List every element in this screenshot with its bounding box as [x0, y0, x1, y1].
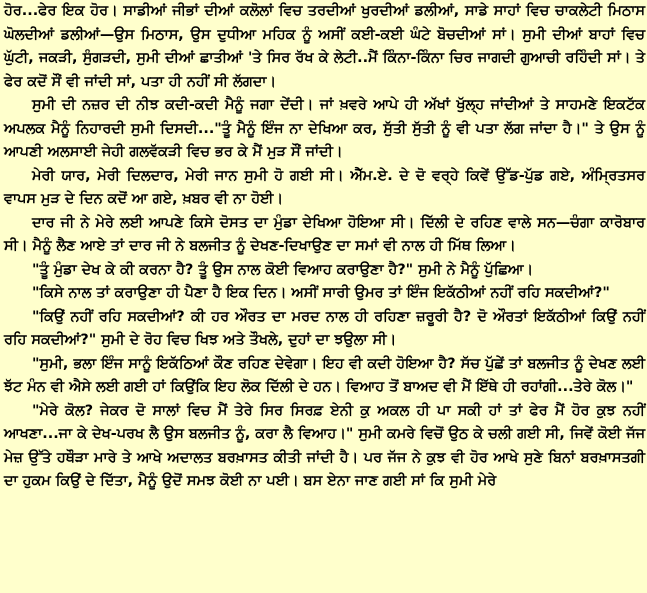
- paragraph-3: ਮੇਰੀ ਯਾਰ, ਮੇਰੀ ਦਿਲਦਾਰ, ਮੇਰੀ ਜਾਨ ਸੁਮੀ ਹੋ ਗਈ ਸੀ। ਐੱਮ.ਏ. ਦੇ ਦੋ ਵਰ੍ਹੇ ਕਿਵੇਂ ਉੱਡ-ਪੁੱਡ ਗਏ, ਅੰਮ੍ਰਿਤਸਰ ਵਾਪਸ ਮੁੜ ਦੇ ਦਿਨ ਕਦੋਂ ਆ ਗਏ, ਖ਼ਬਰ ਵੀ ਨਾ ਹੋਈ।: [4, 167, 645, 207]
- paragraph-6: "ਕਿਸੇ ਨਾਲ ਤਾਂ ਕਰਾਉਣਾ ਹੀ ਪੈਣਾ ਹੈ ਇਕ ਦਿਨ। ਅਸੀਂ ਸਾਰੀ ਉਮਰ ਤਾਂ ਇੰਜ ਇਕੱਠੀਆਂ ਨਹੀਂ ਰਹਿ ਸਕਦੀਆਂ?": [32, 285, 610, 301]
- paragraph-8: "ਸੁਮੀ, ਭਲਾ ਇੰਜ ਸਾਨੂੰ ਇਕੱਠਿਆਂ ਕੌਣ ਰਹਿਣ ਦੇਵੇਗਾ। ਇਹ ਵੀ ਕਦੀ ਹੋਇਆ ਹੈ? ਸੱਚ ਪੁੱਛੇਂ ਤਾਂ ਬਲਜੀਤ ਨੂੰ ਦੇਖਣ ਲਈ ਝੱਟ ਮੰਨ ਵੀ ਐਸੇ ਲਈ ਗਈ ਹਾਂ ਕਿਉਂਕਿ ਇਹ ਲੋਕ ਦਿੱਲੀ ਦੇ ਹਨ। ਵਿਆਹ ਤੋਂ ਬਾਅਦ ਵੀ ਮੈਂ ਇੱਥੇ ਹੀ ਰਹਾਂਗੀ...ਤੇਰੇ ਕੋਲ।": [4, 355, 645, 395]
- paragraph-7: "ਕਿਉਂ ਨਹੀਂ ਰਹਿ ਸਕਦੀਆਂ? ਕੀ ਹਰ ਔਰਤ ਦਾ ਮਰਦ ਨਾਲ ਹੀ ਰਹਿਣਾ ਜ਼ਰੂਰੀ ਹੈ? ਦੋ ਔਰਤਾਂ ਇਕੱਠੀਆਂ ਕਿਉਂ ਨਹੀਂ ਰਹਿ ਸਕਦੀਆਂ?" ਸੁਮੀ ਦੇ ਰੋਹ ਵਿਚ ਖਿਝ ਅਤੇ ਤੌਖਲੇ, ਦੁਹਾਂ ਦਾ ਝਉਲਾ ਸੀ।: [4, 308, 645, 348]
- paragraph-2: ਸੁਮੀ ਦੀ ਨਜ਼ਰ ਦੀ ਨੀਝ ਕਦੀ-ਕਦੀ ਮੈਨੂੰ ਜਗਾ ਦੇਂਦੀ। ਜਾਂ ਖ਼ਵਰੇ ਆਪੇ ਹੀ ਅੱਖਾਂ ਖੁੱਲ੍ਹ ਜਾਂਦੀਆਂ ਤੇ ਸਾਹਮਣੇ ਇਕਟੱਕ ਅਪਲਕ ਮੈਨੂੰ ਨਿਹਾਰਦੀ ਸੁਮੀ ਦਿਸਦੀ..."ਤੂੰ ਮੈਨੂੰ ਇੰਜ ਨਾ ਦੇਖਿਆ ਕਰ, ਸੁੱਤੀ ਸੁੱਤੀ ਨੂੰ ਵੀ ਪਤਾ ਲੱਗ ਜਾਂਦਾ ਹੈ।" ਤੇ ਉਸ ਨੂੰ ਆਪਣੀ ਅਲਸਾਈ ਜੇਹੀ ਗਲਵੱਕੜੀ ਵਿਚ ਭਰ ਕੇ ਮੈਂ ਮੁੜ ਸੌਂ ਜਾਂਦੀ।: [4, 97, 645, 160]
- paragraph-9: "ਮੇਰੇ ਕੋਲ? ਜੇਕਰ ਦੋ ਸਾਲਾਂ ਵਿਚ ਮੈਂ ਤੇਰੇ ਸਿਰ ਸਿਰਫ਼ ਏਨੀ ਕੁ ਅਕਲ ਹੀ ਪਾ ਸਕੀ ਹਾਂ ਤਾਂ ਫੇਰ ਮੈਂ ਹੋਰ ਕੁਝ ਨਹੀਂ ਆਖਣਾ...ਜਾ ਕੇ ਦੇਖ-ਪਰਖ ਲੈ ਉਸ ਬਲਜੀਤ ਨੂੰ, ਕਰਾ ਲੈ ਵਿਆਹ।" ਸੁਮੀ ਕਮਰੇ ਵਿਚੋਂ ਉਠ ਕੇ ਚਲੀ ਗਈ ਸੀ, ਜਿਵੇਂ ਕੋਈ ਜੱਜ ਮੇਜ਼ ਉੱਤੇ ਹਥੌੜਾ ਮਾਰੇ ਤੇ ਆਖੇ ਅਦਾਲਤ ਬਰਖ਼ਾਸਤ ਕੀਤੀ ਜਾਂਦੀ ਹੈ। ਪਰ ਜੱਜ ਨੇ ਕੁਝ ਵੀ ਹੋਰ ਆਖੇ ਸੁਣੇ ਬਿਨਾਂ ਬਰਖ਼ਾਸਤਗੀ ਦਾ ਹੁਕਮ ਕਿਉਂ ਦੇ ਦਿੱਤਾ, ਮੈਨੂੰ ਉਦੋਂ ਸਮਝ ਕੋਈ ਨਾ ਪਈ। ਬਸ ਏਨਾ ਜਾਣ ਗਈ ਸਾਂ ਕਿ ਸੁਮੀ ਮੇਰੇ: [4, 402, 645, 489]
- paragraph-1: ਹੋਰ...ਫੇਰ ਇਕ ਹੋਰ। ਸਾਡੀਆਂ ਜੀਭਾਂ ਦੀਆਂ ਕਲੋਲਾਂ ਵਿਚ ਤਰਦੀਆਂ ਖੁਰਦੀਆਂ ਡਲੀਆਂ, ਸਾਡੇ ਸਾਹਾਂ ਵਿਚ ਚਾਕਲੇਟੀ ਮਿਠਾਸ ਘੋਲਦੀਆਂ ਡਲੀਆਂ—ਉਸ ਮਿਠਾਸ, ਉਸ ਦੁਧੀਆ ਮਹਿਕ ਨੂੰ ਅਸੀਂ ਕਈ-ਕਈ ਘੰਟੇ ਬੋਚਦੀਆਂ ਸਾਂ। ਸੁਮੀ ਦੀਆਂ ਬਾਹਾਂ ਵਿਚ ਘੁੱਟੀ, ਜਕੜੀ, ਸੁੰਗੜਦੀ, ਸੁਮੀ ਦੀਆਂ ਛਾਤੀਆਂ 'ਤੇ ਸਿਰ ਰੱਖ ਕੇ ਲੇਟੀ..ਮੈਂ ਕਿੰਨਾ-ਕਿੰਨਾ ਚਿਰ ਜਾਗਦੀ ਗੁਆਚੀ ਰਹਿੰਦੀ ਸਾਂ। ਤੇ ਫੇਰ ਕਦੋਂ ਸੌਂ ਵੀ ਜਾਂਦੀ ਸਾਂ, ਪਤਾ ਹੀ ਨਹੀਂ ਸੀ ਲੱਗਦਾ।: [4, 3, 645, 90]
- paragraph-5: "ਤੂੰ ਮੁੰਡਾ ਦੇਖ ਕੇ ਕੀ ਕਰਨਾ ਹੈ? ਤੂੰ ਉਸ ਨਾਲ ਕੋਈ ਵਿਆਹ ਕਰਾਉਣਾ ਹੈ?" ਸੁਮੀ ਨੇ ਮੈਨੂੰ ਪੁੱਛਿਆ।: [32, 261, 534, 278]
- paragraph-4: ਦਾਰ ਜੀ ਨੇ ਮੇਰੇ ਲਈ ਆਪਣੇ ਕਿਸੇ ਦੋਸਤ ਦਾ ਮੁੰਡਾ ਦੇਖਿਆ ਹੋਇਆ ਸੀ। ਦਿੱਲੀ ਦੇ ਰਹਿਣ ਵਾਲੇ ਸਨ—ਚੰਗਾ ਕਾਰੋਬਾਰ ਸੀ। ਮੈਨੂੰ ਲੈਣ ਆਏ ਤਾਂ ਦਾਰ ਜੀ ਨੇ ਬਲਜੀਤ ਨੂੰ ਦੇਖਣ-ਦਿਖਾਉਣ ਦਾ ਸਮਾਂ ਵੀ ਨਾਲ ਹੀ ਮਿੱਥ ਲਿਆ।: [4, 214, 645, 254]
